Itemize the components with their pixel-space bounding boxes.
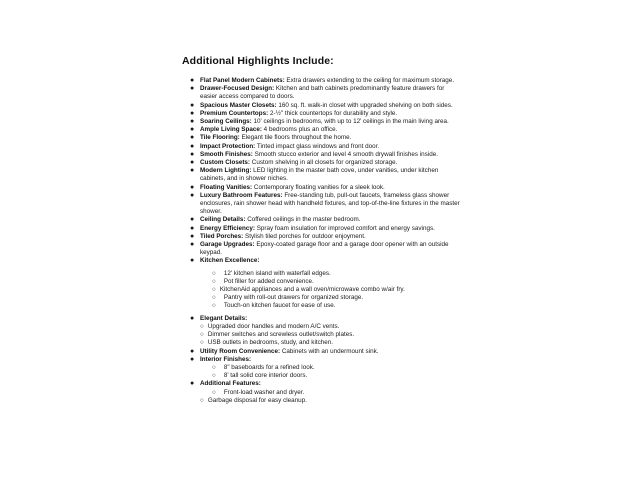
bullet-icon: ● bbox=[190, 126, 195, 134]
item-label: Spacious Master Closets: bbox=[200, 101, 277, 109]
circle-bullet-icon: ○ bbox=[200, 322, 204, 330]
circle-bullet-icon: ○ bbox=[212, 372, 216, 380]
item-label: Utility Room Convenience: bbox=[200, 347, 281, 355]
section-label: Elegant Details: bbox=[200, 314, 248, 322]
item-label: Custom Closets: bbox=[200, 159, 251, 167]
list-item bbox=[182, 216, 462, 224]
sub-item: ○ Front-load washer and dryer. bbox=[212, 388, 305, 396]
sub-item: ○ KitchenAid appliances and a wall oven/microwave combo w/air fry. bbox=[212, 286, 405, 294]
item-text: 160 sq. ft. walk-in closet with upgraded shelving on both sides. bbox=[276, 101, 453, 109]
item-label: Luxury Bathroom Features: bbox=[200, 191, 283, 199]
item-label: Drawer-Focused Design: bbox=[200, 85, 275, 93]
item-text: 10' ceilings in bedrooms, with up to 12' ceilings in the main living area. bbox=[251, 118, 449, 126]
item-label: Garage Upgrades: bbox=[200, 241, 255, 249]
item-text: Contemporary floating vanities for a sleek look. bbox=[252, 183, 385, 191]
list-item-interior bbox=[182, 356, 462, 381]
item-text: 4 bedrooms plus an office. bbox=[261, 126, 338, 134]
bullet-icon: ● bbox=[190, 224, 195, 232]
section-label: Kitchen Excellence: bbox=[200, 257, 260, 265]
bullet-icon: ● bbox=[190, 183, 195, 191]
item-label: Premium Countertops: bbox=[200, 109, 269, 117]
list-item bbox=[182, 233, 462, 241]
sub-item: ○ Pantry with roll-out drawers for organized storage. bbox=[212, 294, 364, 302]
circle-bullet-icon: ○ bbox=[212, 294, 216, 302]
list-item-elegant bbox=[182, 311, 462, 348]
list-item bbox=[182, 134, 462, 142]
item-text: Free-standing tub, pull-out faucets, frameless glass shower enclosures, rain shower head with handheld fixtures, and top-of-the-line fixtures in the master shower. bbox=[200, 191, 460, 216]
section-label: Interior Finishes: bbox=[200, 355, 252, 363]
item-text: Kitchen and bath cabinets predominantly feature drawers for easier access compared to doors. bbox=[200, 85, 445, 101]
item-label: Soaring Ceilings: bbox=[200, 118, 252, 126]
list-item bbox=[182, 102, 462, 110]
circle-bullet-icon: ○ bbox=[212, 302, 216, 310]
item-label: Ample Living Space: bbox=[200, 126, 262, 134]
bullet-icon: ● bbox=[190, 159, 195, 167]
list-item bbox=[182, 77, 462, 85]
item-label: Ceiling Details: bbox=[200, 216, 246, 224]
list-item-utility bbox=[182, 348, 462, 356]
bullet-icon: ● bbox=[190, 77, 195, 84]
item-label: Flat Panel Modern Cabinets: bbox=[200, 77, 285, 84]
circle-bullet-icon: ○ bbox=[212, 388, 216, 396]
sub-item: ○ USB outlets in bedrooms, study, and kitchen. bbox=[200, 339, 333, 347]
sub-item: ○ 8" baseboards for a refined look. bbox=[212, 363, 315, 371]
item-text: Epoxy-coated garage floor and a garage door opener with an outside keypad. bbox=[200, 241, 449, 257]
circle-bullet-icon: ○ bbox=[212, 286, 216, 294]
item-text: Stylish tiled porches for outdoor enjoyment. bbox=[243, 232, 366, 240]
sub-item: ○ Upgraded door handles and modern A/C vents. bbox=[200, 322, 340, 330]
list-item bbox=[182, 85, 462, 101]
item-text: Extra drawers extending to the ceiling for maximum storage. bbox=[284, 77, 455, 84]
document bbox=[182, 55, 462, 405]
circle-bullet-icon: ○ bbox=[212, 277, 216, 285]
bullet-icon: ● bbox=[190, 191, 195, 199]
section-label: Additional Features: bbox=[200, 380, 261, 388]
item-label: Modern Lighting: bbox=[200, 167, 252, 175]
bullet-icon: ● bbox=[190, 347, 195, 355]
item-label: Smooth Finishes: bbox=[200, 150, 253, 158]
bullet-icon: ● bbox=[190, 118, 195, 126]
circle-bullet-icon: ○ bbox=[212, 363, 216, 371]
item-text: Tinted impact glass windows and front door. bbox=[255, 142, 380, 150]
item-text: Spray foam insulation for improved comfort and energy savings. bbox=[254, 224, 435, 232]
list-item bbox=[182, 118, 462, 126]
bullet-icon: ● bbox=[190, 85, 195, 93]
bullet-icon: ● bbox=[190, 232, 195, 240]
item-text: Custom shelving in all closets for organized storage. bbox=[250, 159, 398, 167]
item-label: Floating Vanities: bbox=[200, 183, 253, 191]
item-label: Impact Protection: bbox=[200, 142, 256, 150]
sub-item: ○ 12' kitchen island with waterfall edges. bbox=[212, 269, 331, 277]
list-item bbox=[182, 184, 462, 192]
item-text: LED lighting in the master bath cove, under vanities, under kitchen cabinets, and in shower niches. bbox=[200, 167, 439, 183]
item-label: Energy Efficiency: bbox=[200, 224, 255, 232]
bullet-icon: ● bbox=[190, 109, 195, 117]
bullet-icon: ● bbox=[190, 150, 195, 158]
item-label: Tile Flooring: bbox=[200, 134, 240, 142]
list-item-kitchen bbox=[182, 257, 462, 310]
list-item bbox=[182, 110, 462, 118]
item-label: Tiled Porches: bbox=[200, 232, 244, 240]
item-text: Smooth stucco exterior and level 4 smooth drywall finishes inside. bbox=[252, 150, 438, 158]
bullet-icon: ● bbox=[190, 134, 195, 142]
circle-bullet-icon: ○ bbox=[200, 339, 204, 347]
kitchen-sublist bbox=[212, 266, 462, 311]
list-item bbox=[182, 192, 462, 217]
item-text: 2-½" thick countertops for durability and style. bbox=[268, 109, 398, 117]
sub-item: ○ 8' tall solid core interior doors. bbox=[212, 372, 308, 380]
list-item bbox=[182, 167, 462, 183]
circle-bullet-icon: ○ bbox=[200, 396, 204, 404]
list-item bbox=[182, 126, 462, 134]
bullet-icon: ● bbox=[190, 142, 195, 150]
page-title: Additional Highlights Include: bbox=[182, 55, 334, 67]
bullet-icon: ● bbox=[190, 167, 195, 175]
sub-item: ○ Pot filler for added convenience. bbox=[212, 277, 314, 285]
list-item bbox=[182, 151, 462, 159]
sub-item: ○ Touch-on kitchen faucet for ease of use. bbox=[212, 302, 336, 310]
sub-item: ○ Garbage disposal for easy cleanup. bbox=[200, 396, 307, 404]
highlights-list bbox=[182, 77, 462, 405]
list-item-additional bbox=[182, 380, 462, 405]
list-item bbox=[182, 241, 462, 257]
sub-item: ○ Dimmer switches and screwless outlet/switch plates. bbox=[200, 331, 355, 339]
list-item bbox=[182, 159, 462, 167]
bullet-icon: ● bbox=[190, 380, 195, 388]
bullet-icon: ● bbox=[190, 101, 195, 109]
bullet-icon: ● bbox=[190, 314, 195, 322]
item-text: Coffered ceilings in the master bedroom. bbox=[245, 216, 361, 224]
list-item bbox=[182, 225, 462, 233]
interior-sublist bbox=[212, 364, 462, 380]
item-text: Cabinets with an undermount sink. bbox=[280, 347, 379, 355]
bullet-icon: ● bbox=[190, 355, 195, 363]
bullet-icon: ● bbox=[190, 257, 195, 265]
elegant-sublist bbox=[200, 323, 462, 348]
bullet-icon: ● bbox=[190, 216, 195, 224]
bullet-icon: ● bbox=[190, 241, 195, 249]
circle-bullet-icon: ○ bbox=[200, 331, 204, 339]
item-text: Elegant tile floors throughout the home. bbox=[239, 134, 352, 142]
list-item bbox=[182, 143, 462, 151]
additional-sublist bbox=[200, 389, 462, 405]
circle-bullet-icon: ○ bbox=[212, 269, 216, 277]
